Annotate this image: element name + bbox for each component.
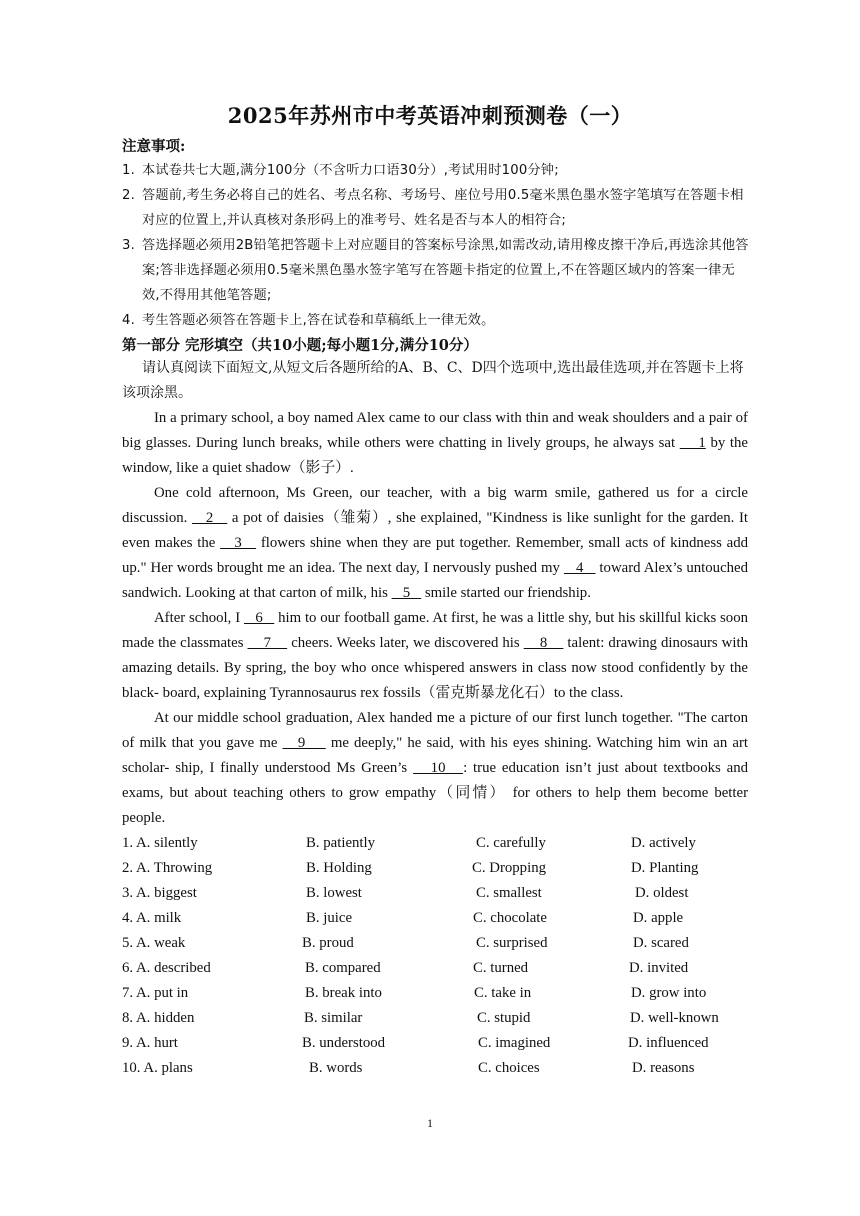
option-d: D. well-known (630, 1010, 719, 1026)
option-c: C. choices (478, 1060, 540, 1076)
blank-4: 4 (563, 560, 596, 576)
option-d: D. influenced (628, 1035, 709, 1051)
option-row (122, 1006, 752, 1031)
option-row (122, 981, 752, 1006)
option-c: C. smallest (476, 885, 542, 901)
notice-item-number: 2. (122, 188, 135, 203)
option-d: D. actively (631, 835, 696, 851)
option-c: C. take in (474, 985, 532, 1001)
passage-text: talent: drawing dinosaurs with amazing details. By spring, the boy who once whispered answers in class now stood confidently by the black- board, explaining Tyrannosaurus rex fossils（雷克斯暴龙化石）to the class. (122, 635, 748, 701)
passage-text: cheers. Weeks later, we discovered his (287, 635, 524, 651)
passage-paragraph-3 (122, 606, 748, 706)
notice-item (122, 233, 752, 308)
answer-options (122, 831, 752, 1081)
option-c: C. carefully (476, 835, 546, 851)
notice-item (122, 308, 752, 333)
page-number: 1 (427, 1116, 433, 1130)
option-b: B. lowest (306, 885, 362, 901)
passage-text: by the window, like a quiet shadow（影子）. (122, 435, 748, 476)
blank-6: 6 (243, 610, 275, 626)
option-c: C. Dropping (472, 860, 546, 876)
passage-text: After school, I (154, 610, 244, 626)
option-row (122, 956, 752, 981)
passage-text: toward Alex’s untouched sandwich. Looking at that carton of milk, his (122, 560, 749, 601)
option-row (122, 931, 752, 956)
notice-list (122, 158, 752, 333)
page-title: 2025年苏州市中考英语冲刺预测卷（一） (227, 103, 633, 128)
option-d: D. grow into (631, 985, 707, 1001)
cloze-passage (122, 406, 748, 831)
option-a: 2. A. Throwing (122, 860, 213, 876)
passage-text: flowers shine when they are put together. Remember, small acts of kindness add up." Her words brought me an idea. The next day, I nervously pushed my (122, 535, 748, 576)
option-c: C. stupid (477, 1010, 531, 1026)
notice-item-text: 考生答题必须答在答题卡上,答在试卷和草稿纸上一律无效。 (142, 313, 495, 328)
option-row (122, 1056, 752, 1081)
notice-item-number: 1. (122, 163, 135, 178)
passage-paragraph-1 (122, 406, 748, 481)
passage-text: : true education isn’t just about textbooks and exams, but about teaching others to grow empathy（同情） for others to help them become better people. (122, 760, 748, 826)
option-b: B. patiently (306, 835, 376, 851)
option-a: 9. A. hurt (122, 1035, 178, 1051)
option-a: 6. A. described (122, 960, 211, 976)
passage-text: me deeply," he said, with his eyes shining. Watching him win an art scholar- ship, I finally understood Ms Green’s (122, 735, 748, 776)
option-d: D. invited (629, 960, 689, 976)
option-c: C. imagined (478, 1035, 551, 1051)
option-b: B. compared (305, 960, 381, 976)
option-b: B. Holding (306, 860, 372, 876)
option-row (122, 1031, 752, 1056)
notice-item (122, 183, 752, 233)
notice-item (122, 158, 752, 183)
notice-item-number: 4. (122, 313, 135, 328)
passage-text: him to our football game. At first, he was a little shy, but his skillful kicks soon made the classmates (122, 610, 749, 651)
option-c: C. turned (473, 960, 529, 976)
option-row (122, 831, 752, 856)
option-row (122, 906, 752, 931)
option-b: B. juice (306, 910, 353, 926)
option-a: 5. A. weak (122, 935, 186, 951)
option-d: D. apple (633, 910, 684, 926)
option-row (122, 881, 752, 906)
section-heading: 第一部分 完形填空（共10小题;每小题1分,满分10分） (122, 337, 478, 354)
blank-9: 9 (282, 735, 326, 751)
option-b: B. similar (304, 1010, 363, 1026)
option-d: D. scared (633, 935, 689, 951)
notice-item-text: 本试卷共七大题,满分100分（不含听力口语30分）,考试用时100分钟; (142, 163, 559, 178)
passage-text: In a primary school, a boy named Alex came to our class with thin and weak shoulders and a pair of big glasses. During lunch breaks, while others were chatting in lively groups, he always sat (122, 410, 748, 451)
blank-2: 2 (192, 510, 228, 526)
blank-8: 8 (523, 635, 564, 651)
option-b: B. understood (302, 1035, 386, 1051)
option-d: D. reasons (632, 1060, 695, 1076)
section-instruction: 请认真阅读下面短文,从短文后各题所给的A、B、C、D四个选项中,选出最佳选项,并在答题卡上将该项涂黑。 (122, 360, 744, 401)
option-a: 8. A. hidden (122, 1010, 195, 1026)
blank-1: 1 (679, 435, 706, 451)
passage-text: One cold afternoon, Ms Green, our teacher, with a big warm smile, gathered us for a circle discussion. (122, 485, 748, 526)
option-a: 4. A. milk (122, 910, 182, 926)
passage-paragraph-4 (122, 706, 748, 831)
notice-heading: 注意事项: (122, 138, 186, 155)
option-a: 10. A. plans (122, 1060, 193, 1076)
option-b: B. words (309, 1060, 363, 1076)
option-a: 3. A. biggest (122, 885, 197, 901)
option-b: B. break into (305, 985, 382, 1001)
option-a: 7. A. put in (122, 985, 189, 1001)
option-b: B. proud (302, 935, 354, 951)
option-d: D. Planting (631, 860, 699, 876)
passage-paragraph-2 (122, 481, 748, 606)
notice-item-text: 答选择题必须用2B铅笔把答题卡上对应题目的答案标号涂黑,如需改动,请用橡皮擦干净后,再选涂其他答案;答非选择题必须用0.5毫米黑色墨水签字笔写在答题卡指定的位置上,不在答题区域内的答案一律无效,不得用其他笔答题; (142, 238, 749, 303)
option-a: 1. A. silently (122, 835, 198, 851)
blank-7: 7 (247, 635, 288, 651)
option-c: C. chocolate (473, 910, 547, 926)
option-row (122, 856, 752, 881)
option-d: D. oldest (635, 885, 689, 901)
blank-3: 3 (220, 535, 257, 551)
blank-10: 10 (413, 760, 464, 776)
blank-5: 5 (391, 585, 422, 601)
notice-item-number: 3. (122, 238, 135, 253)
passage-text: smile started our friendship. (421, 585, 591, 601)
option-c: C. surprised (476, 935, 548, 951)
passage-text: a pot of daisies（雏菊）, she explained, "Kindness is like sunlight for the garden. It even makes the (122, 510, 748, 551)
notice-item-text: 答题前,考生务必将自己的姓名、考点名称、考场号、座位号用0.5毫米黑色墨水签字笔填写在答题卡相对应的位置上,并认真核对条形码上的准考号、姓名是否与本人的相符合; (142, 188, 744, 228)
passage-text: At our middle school graduation, Alex handed me a picture of our first lunch together. "The carton of milk that you gave me (122, 710, 748, 751)
